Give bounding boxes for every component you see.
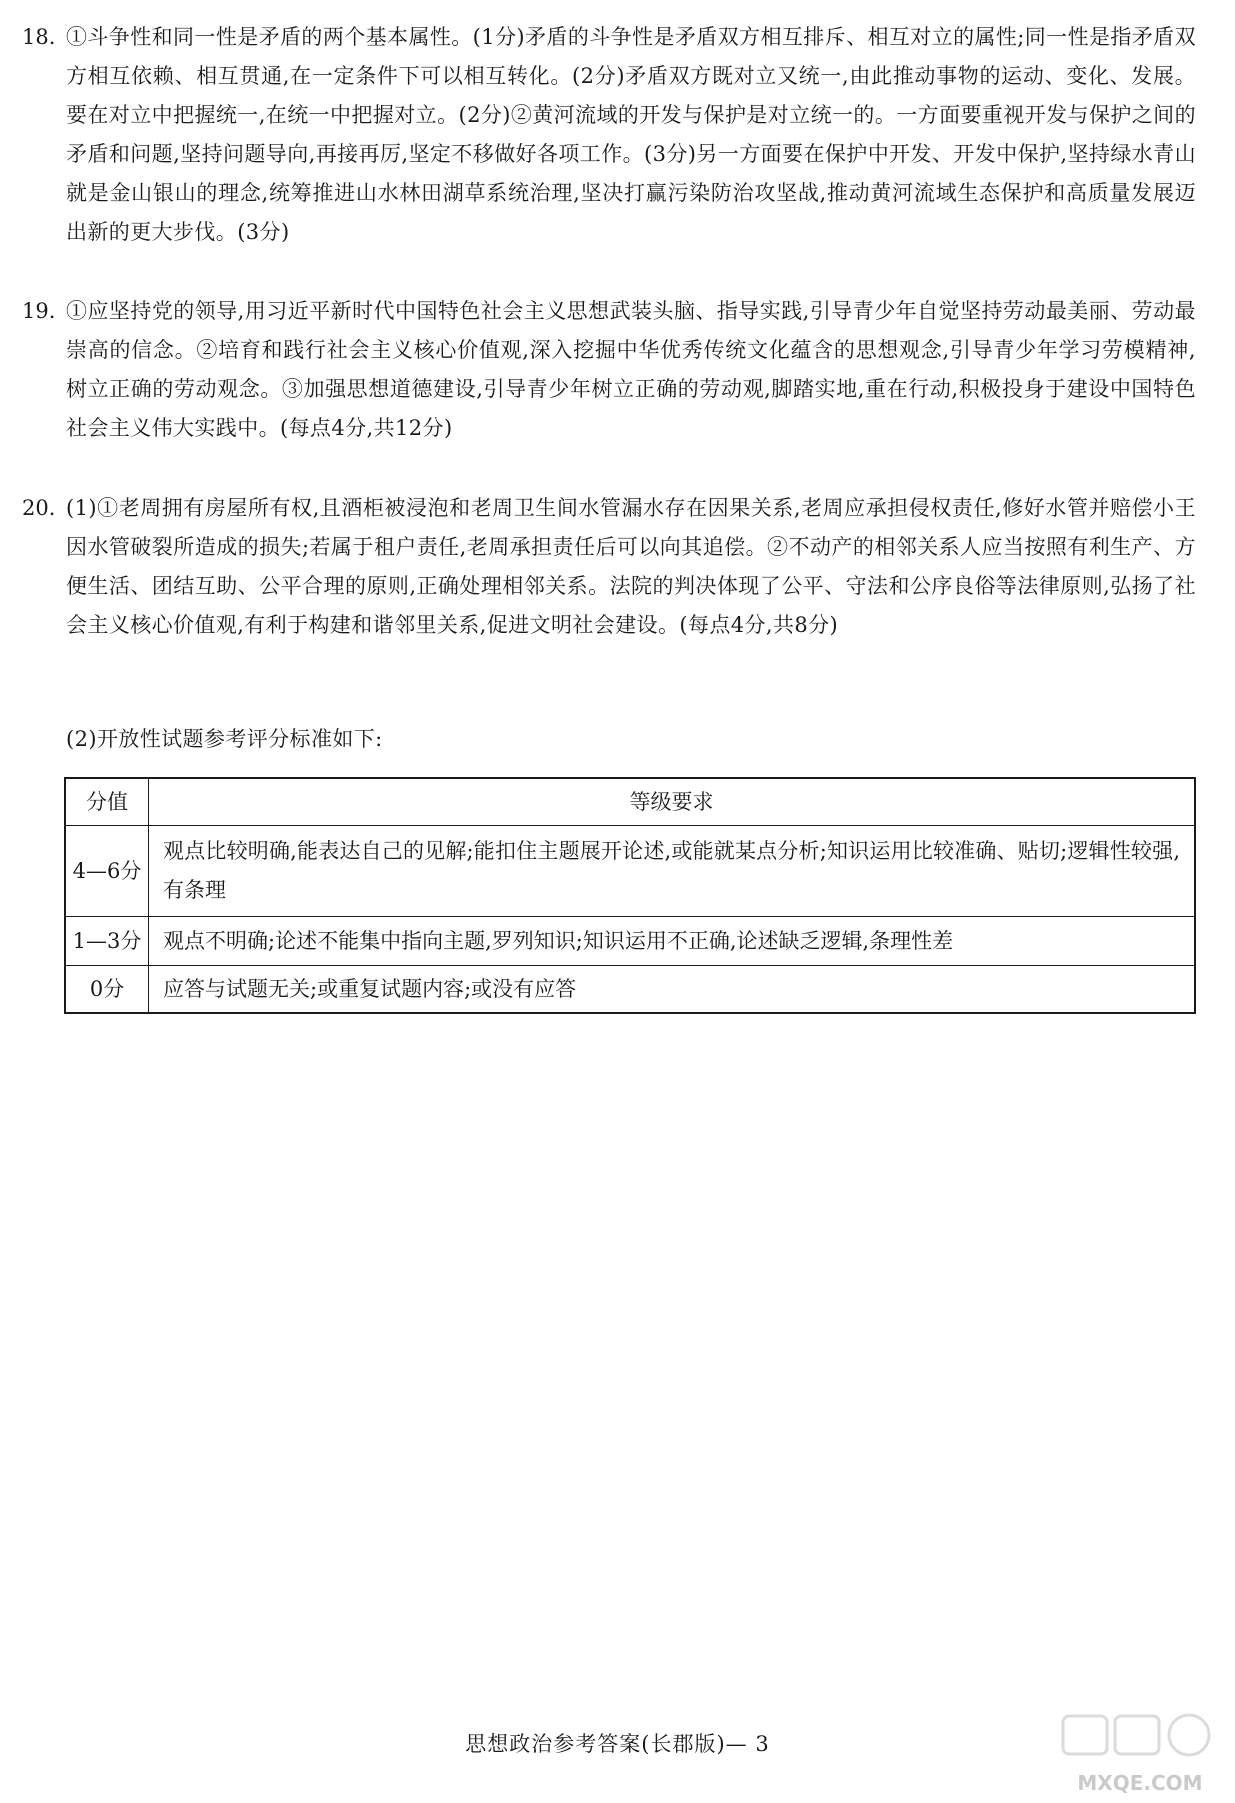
header-score: 分值: [65, 778, 149, 826]
watermark-text: MXQE.COM: [1077, 1771, 1203, 1795]
question-20-part1-answer: (1)①老周拥有房屋所有权,且酒柜被浸泡和老周卫生间水管漏水存在因果关系,老周应承担侵权责任,修好水管并赔偿小王因水管破裂所造成的损失;若属于租户责任,老周承担责任后可以向其追偿。②不动产的相邻关系人应当按照有利生产、方便生活、团结互助、公平合理的原则,正确处理相邻关系。法院的判决体现了公平、守法和公序良俗等法律原则,弘扬了社会主义核心价值观,有利于构建和谐邻里关系,促进文明社会建设。(每点4分,共8分): [66, 496, 1196, 637]
question-18-answer: ①斗争性和同一性是矛盾的两个基本属性。(1分)矛盾的斗争性是矛盾双方相互排斥、相互对立的属性;同一性是指矛盾双方相互依赖、相互贯通,在一定条件下可以相互转化。(2分)矛盾双方既对立又统一,由此推动事物的运动、变化、发展。要在对立中把握统一,在统一中把握对立。(2分)②黄河流域的开发与保护是对立统一的。一方面要重视开发与保护之间的矛盾和问题,坚持问题导向,再接再厉,坚定不移做好各项工作。(3分)另一方面要在保护中开发、开发中保护,坚持绿水青山就是金山银山的理念,统筹推进山水林田湖草系统治理,坚决打赢污染防治攻坚战,推动黄河流域生态保护和高质量发展迈出新的更大步伐。(3分): [66, 25, 1196, 244]
scoring-rubric-table: [64, 777, 1196, 1014]
rubric-requirement: 观点比较明确,能表达自己的见解;能扣住主题展开论述,或能就某点分析;知识运用比较准确、贴切;逻辑性较强,有条理: [149, 826, 1196, 917]
header-requirement: 等级要求: [149, 778, 1196, 826]
question-number: 19.: [22, 299, 56, 323]
page-footer: 思想政治参考答案(长郡版)— 3: [465, 1732, 770, 1756]
question-number: 18.: [22, 25, 56, 49]
rubric-requirement: 观点不明确;论述不能集中指向主题,罗列知识;知识运用不正确,论述缺乏逻辑,条理性差: [149, 917, 1196, 966]
table-row: [65, 917, 1195, 966]
table-header-row: [65, 778, 1195, 826]
rubric-score: 1—3分: [65, 917, 149, 966]
rubric-score: 4—6分: [65, 826, 149, 917]
table-row: [65, 826, 1195, 917]
rubric-score: 0分: [65, 966, 149, 1014]
table-row: [65, 966, 1195, 1014]
watermark-logo: [1055, 1710, 1225, 1800]
rubric-requirement: 应答与试题无关;或重复试题内容;或没有应答: [149, 966, 1196, 1014]
question-20-part2-intro: (2)开放性试题参考评分标准如下:: [66, 727, 383, 751]
question-number: 20.: [22, 496, 56, 520]
question-19-answer: ①应坚持党的领导,用习近平新时代中国特色社会主义思想武装头脑、指导实践,引导青少年自觉坚持劳动最美丽、劳动最崇高的信念。②培育和践行社会主义核心价值观,深入挖掘中华优秀传统文化蕴含的思想观念,引导青少年学习劳模精神,树立正确的劳动观念。③加强思想道德建设,引导青少年树立正确的劳动观,脚踏实地,重在行动,积极投身于建设中国特色社会主义伟大实践中。(每点4分,共12分): [66, 299, 1196, 440]
